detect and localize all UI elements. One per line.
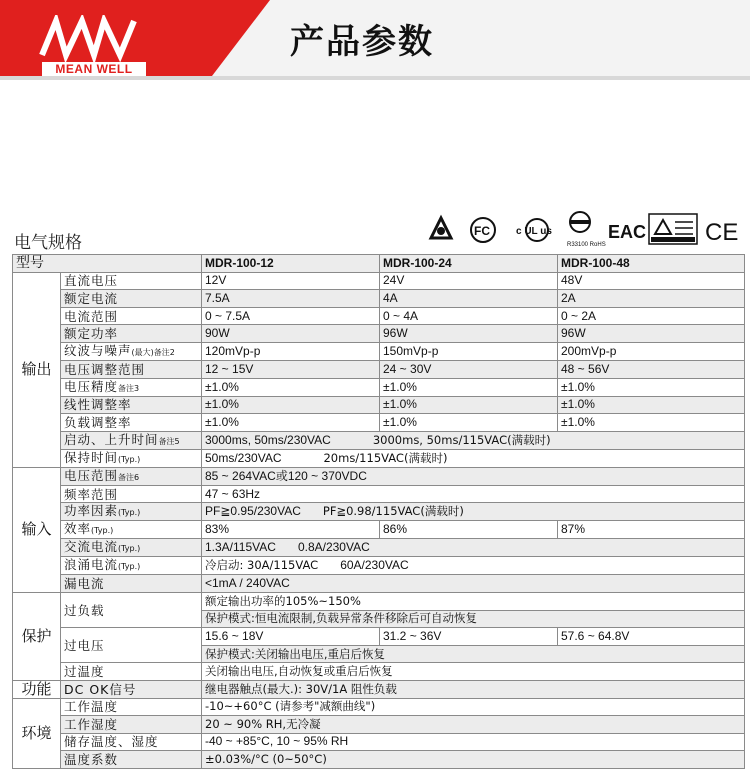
value-a: 3000ms, 50ms/230VAC: [205, 432, 331, 447]
param-label: DC OK信号: [61, 680, 202, 698]
param-label: 温度系数: [61, 751, 202, 769]
table-row: [13, 592, 745, 610]
category-input: 输入: [13, 467, 61, 592]
header-banner: [0, 0, 750, 76]
value-cell: 4A: [380, 290, 558, 308]
value-cell: 继电器触点(最大.): 30V/1A 阻性负载: [202, 680, 745, 698]
param-text: 浪涌电流: [64, 557, 119, 573]
table-row: [13, 272, 745, 290]
param-text: 保持时间: [64, 449, 119, 465]
table-row: [13, 557, 745, 575]
param-label: 电流范围: [61, 307, 202, 325]
param-text: 启动、上升时间: [64, 431, 159, 447]
value-cell: 87%: [558, 521, 745, 539]
param-note: (Typ.): [118, 562, 141, 572]
table-row: [13, 342, 745, 360]
value-cell: 86%: [380, 521, 558, 539]
page-title: 产品参数: [290, 22, 434, 62]
param-note: (Typ.): [118, 508, 141, 518]
table-row: [13, 628, 745, 646]
param-label: 工作湿度: [61, 716, 202, 734]
param-label: 频率范围: [61, 485, 202, 503]
table-row: [13, 431, 745, 449]
ul-icon: [516, 219, 552, 241]
value-cell: [202, 431, 745, 449]
value-cell: 48V: [558, 272, 745, 290]
table-row: [13, 575, 745, 593]
eac-icon: [608, 222, 646, 242]
value-cell: ±1.0%: [202, 396, 380, 414]
model-2: MDR-100-24: [380, 255, 558, 273]
bsmi-icon: [649, 214, 697, 244]
rohs-icon: [567, 212, 606, 248]
param-label: 过电压: [61, 628, 202, 663]
param-note: 备注3: [118, 383, 140, 393]
param-note: (Typ.): [118, 544, 141, 554]
value-cell: ±1.0%: [558, 378, 745, 396]
table-row: [13, 698, 745, 716]
ce-icon: [705, 219, 738, 246]
value-cell: 保护模式:关闭输出电压,重启后恢复: [202, 645, 745, 663]
value-cell: 关闭输出电压,自动恢复或重启后恢复: [202, 663, 745, 681]
param-text: 交流电流: [64, 539, 119, 555]
value-cell: 保护模式:恒电流限制,负载异常条件移除后可自动恢复: [202, 610, 745, 628]
value-cell: 31.2 ~ 36V: [380, 628, 558, 646]
value-cell: 200mVp-p: [558, 342, 745, 360]
param-label: 工作温度: [61, 698, 202, 716]
value-cell: [202, 503, 745, 521]
rohs-label: R33100 RoHS: [567, 242, 606, 248]
value-cell: 0 ~ 7.5A: [202, 307, 380, 325]
value-cell: 12 ~ 15V: [202, 360, 380, 378]
category-protection: 保护: [13, 592, 61, 680]
value-cell: [202, 449, 745, 467]
param-label: 储存温度、湿度: [61, 733, 202, 751]
table-row: [13, 716, 745, 734]
table-row: [13, 663, 745, 681]
value-cell: 7.5A: [202, 290, 380, 308]
value-cell: ±1.0%: [202, 414, 380, 432]
param-note: 备注6: [118, 472, 140, 482]
model-3: MDR-100-48: [558, 255, 745, 273]
param-label: [61, 557, 202, 575]
banner-divider: [0, 76, 750, 80]
value-b: 20ms/115VAC(满载时): [323, 450, 448, 465]
section-title: 电气规格: [14, 233, 82, 253]
table-row: [13, 325, 745, 343]
value-cell: 83%: [202, 521, 380, 539]
value-cell: 57.6 ~ 64.8V: [558, 628, 745, 646]
param-text: 电压精度: [64, 378, 119, 394]
param-text: 效率: [64, 521, 92, 537]
value-cell: [202, 557, 745, 575]
value-cell: 47 ~ 63Hz: [202, 485, 745, 503]
table-row: [13, 467, 745, 485]
param-label: 额定电流: [61, 290, 202, 308]
value-cell: 24V: [380, 272, 558, 290]
table-row: [13, 733, 745, 751]
value-cell: -10~+60°C (请参考"减额曲线"): [202, 698, 745, 716]
value-cell: 20 ~ 90% RH,无冷凝: [202, 716, 745, 734]
fcc-label: FC: [474, 224, 490, 238]
value-cell: 85 ~ 264VAC或120 ~ 370VDC: [202, 467, 745, 485]
value-cell: 0 ~ 2A: [558, 307, 745, 325]
value-cell: 12V: [202, 272, 380, 290]
eac-label: EAC: [608, 222, 647, 242]
table-row: [13, 503, 745, 521]
table-row: [13, 378, 745, 396]
fcc-icon: [471, 218, 495, 242]
value-cell: 96W: [380, 325, 558, 343]
table-row: [13, 360, 745, 378]
spec-table: [12, 254, 745, 769]
param-label: 漏电流: [61, 575, 202, 593]
param-label: 过负载: [61, 592, 202, 627]
param-note: (Typ.): [118, 454, 141, 464]
category-function: 功能: [13, 680, 61, 698]
param-label: 额定功率: [61, 325, 202, 343]
table-row: [13, 449, 745, 467]
value-b: PF≧0.98/115VAC(满载时): [322, 504, 464, 519]
value-a: PF≧0.95/230VAC: [205, 504, 301, 519]
param-label: [61, 503, 202, 521]
param-text: 功率因素: [64, 503, 119, 519]
cb-cert-icon: [431, 218, 451, 238]
value-cell: 96W: [558, 325, 745, 343]
value-b: 60A/230VAC: [340, 558, 409, 573]
model-1: MDR-100-12: [202, 255, 380, 273]
table-row: [13, 414, 745, 432]
category-environment: 环境: [13, 698, 61, 768]
param-label: 线性调整率: [61, 396, 202, 414]
table-row: [13, 680, 745, 698]
category-output: 输出: [13, 272, 61, 467]
param-label: [61, 378, 202, 396]
value-cell: ±1.0%: [380, 396, 558, 414]
value-cell: 120mVp-p: [202, 342, 380, 360]
value-cell: [202, 539, 745, 557]
value-a: 1.3A/115VAC: [205, 540, 276, 555]
param-label: [61, 431, 202, 449]
value-cell: ±1.0%: [202, 378, 380, 396]
param-label: [61, 342, 202, 360]
value-cell: 额定输出功率的105%~150%: [202, 592, 745, 610]
table-header-row: [13, 255, 745, 273]
table-row: [13, 396, 745, 414]
param-label: 直流电压: [61, 272, 202, 290]
value-cell: <1mA / 240VAC: [202, 575, 745, 593]
table-row: [13, 539, 745, 557]
param-text: 纹波与噪声: [64, 342, 132, 358]
brand-name: MEAN WELL: [42, 62, 146, 76]
value-cell: 0 ~ 4A: [380, 307, 558, 325]
table-row: [13, 307, 745, 325]
param-label: [61, 521, 202, 539]
param-label: 电压调整范围: [61, 360, 202, 378]
value-cell: ±1.0%: [558, 396, 745, 414]
value-b: 3000ms, 50ms/115VAC(满载时): [372, 432, 551, 447]
certification-marks: [425, 210, 745, 250]
value-cell: ±0.03%/°C (0~50°C): [202, 751, 745, 769]
param-text: 电压范围: [64, 467, 119, 483]
value-cell: 150mVp-p: [380, 342, 558, 360]
value-a: 冷启动: 30A/115VAC: [205, 558, 319, 573]
table-row: [13, 521, 745, 539]
ce-label: CE: [705, 219, 739, 246]
value-cell: 90W: [202, 325, 380, 343]
param-label: 负载调整率: [61, 414, 202, 432]
table-row: [13, 290, 745, 308]
value-cell: ±1.0%: [380, 378, 558, 396]
param-note: (Typ.): [91, 526, 114, 536]
param-label: [61, 539, 202, 557]
table-row: [13, 485, 745, 503]
param-note: (最大)备注2: [131, 347, 175, 357]
value-cell: -40 ~ +85°C, 10 ~ 95% RH: [202, 733, 745, 751]
param-label: [61, 449, 202, 467]
value-cell: ±1.0%: [380, 414, 558, 432]
value-a: 50ms/230VAC: [205, 450, 282, 465]
value-cell: 24 ~ 30V: [380, 360, 558, 378]
value-cell: 48 ~ 56V: [558, 360, 745, 378]
model-label: 型号: [13, 255, 202, 273]
param-label: 过温度: [61, 663, 202, 681]
value-cell: 2A: [558, 290, 745, 308]
value-cell: ±1.0%: [558, 414, 745, 432]
value-cell: 15.6 ~ 18V: [202, 628, 380, 646]
param-note: 备注5: [158, 436, 180, 446]
ul-label: c UL us: [516, 226, 552, 237]
param-label: [61, 467, 202, 485]
value-b: 0.8A/230VAC: [297, 540, 370, 555]
